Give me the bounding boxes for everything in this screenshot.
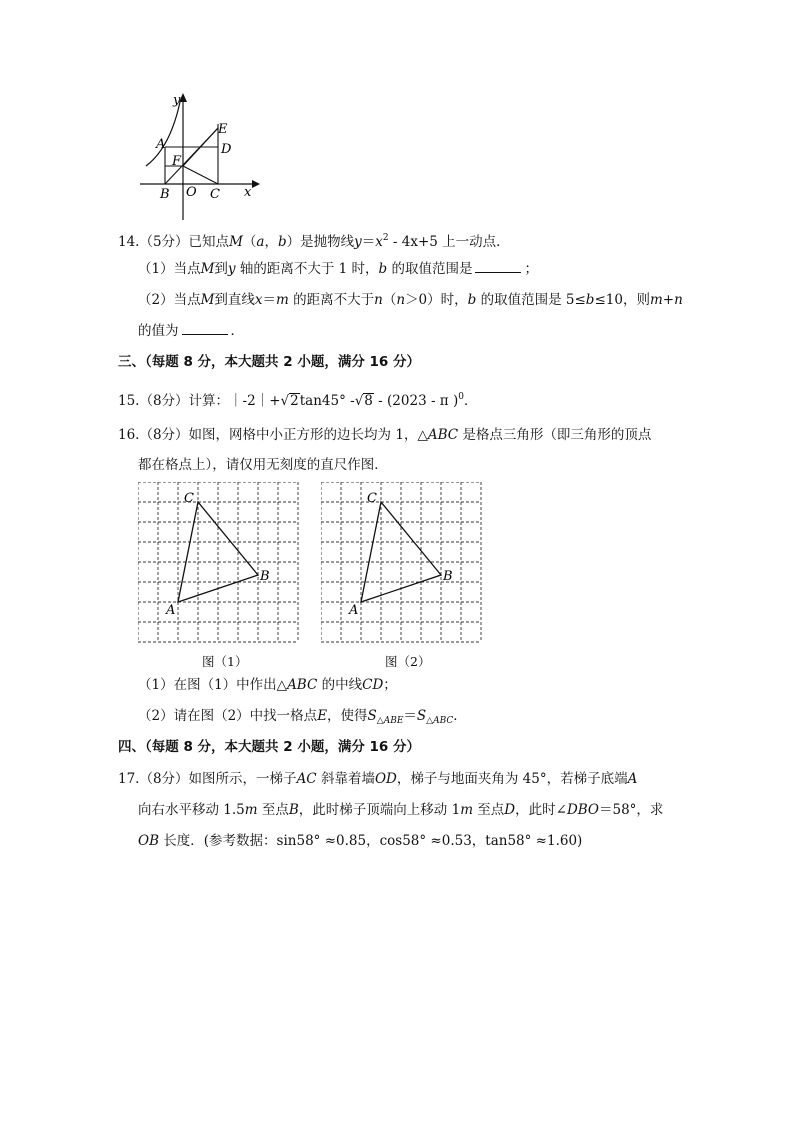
axis-label-y: y [173, 93, 181, 108]
vertex-label-c: C [367, 491, 377, 506]
figure-caption-2: 图（2） [385, 654, 431, 669]
vertex-label-b: B [260, 569, 270, 584]
vertex-label-a: A [349, 603, 359, 618]
vertex-label-a: A [166, 603, 176, 618]
point-label-e: E [218, 122, 228, 137]
figure-caption-1: 图（1） [202, 654, 248, 669]
q17-stem-line3: OB 长度．(参考数据：sin58° ≈0.85，cos58° ≈0.53，tan58° ≈1.60) [138, 833, 583, 849]
vertex-label-b: B [443, 569, 453, 584]
point-label-b: B [160, 187, 170, 202]
q16-part2: （2）请在图（2）中找一格点E，使得$S_{\triangle ABE}=S_{\triangle ABC}$． [138, 708, 467, 726]
q16-stem-line1: 16.（8分）如图，网格中小正方形的边长均为 1，△ABC 是格点三角形（即三角形的顶点 [118, 427, 652, 443]
q16-stem-line2: 都在格点上），请仅用无刻度的直尺作图． [138, 457, 388, 473]
q14-part1: （1）当点M到y 轴的距离不大于 1 时，b 的取值范围是 ； [138, 261, 538, 277]
point-label-o: O [186, 185, 197, 200]
q14-stem: 14.（5分）已知点M（a，b）是抛物线$y=x^2 - 4x+5$ 上一动点． [118, 233, 510, 250]
answer-blank[interactable] [182, 322, 228, 335]
axis-label-x: x [244, 185, 252, 200]
grid-figure-2 [321, 482, 487, 646]
q15-stem: 15.（8分）计算：｜-2｜+√2tan45° -√8 - (2023 - π )$^0$． [118, 392, 478, 409]
q14-part2-cont: 的值为 ． [138, 323, 244, 339]
answer-blank[interactable] [475, 260, 521, 273]
section-heading: 四、（每题 8 分，本大题共 2 小题，满分 16 分） [118, 739, 421, 755]
q16-part1: （1）在图（1）中作出△ABC 的中线CD； [138, 677, 397, 693]
coordinate-figure [130, 88, 270, 223]
section-heading: 三、（每题 8 分，本大题共 2 小题，满分 16 分） [118, 354, 421, 370]
q14-part2: （2）当点M到直线x＝m 的距离不大于n（n＞0）时，b 的取值范围是 5≤b≤10，则m+n [138, 292, 683, 308]
point-label-c: C [210, 187, 220, 202]
point-label-f: F [172, 154, 182, 169]
q17-stem-line2: 向右水平移动 1.5m 至点B，此时梯子顶端向上移动 1m 至点D，此时∠DBO＝58°，求 [138, 802, 664, 818]
point-label-d: D [221, 142, 232, 157]
q17-stem-line1: 17.（8分）如图所示，一梯子AC 斜靠着墙OD，梯子与地面夹角为 45°，若梯子底端A [118, 771, 638, 787]
vertex-label-c: C [184, 491, 194, 506]
point-label-a: A [156, 137, 166, 152]
x-axis-arrow [252, 180, 260, 188]
grid-figure-1 [138, 482, 304, 646]
